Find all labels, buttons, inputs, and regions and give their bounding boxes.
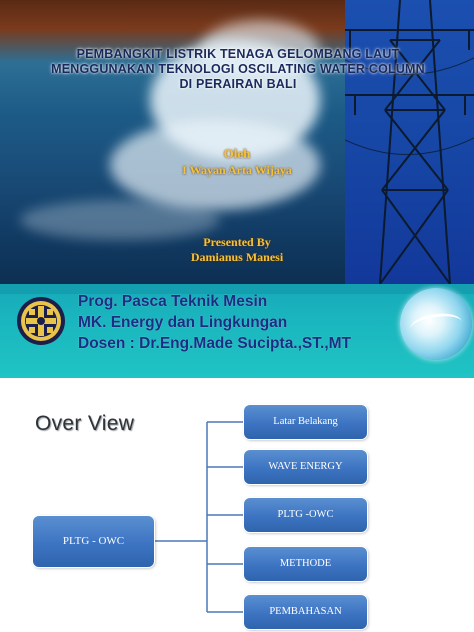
title-line: MENGGUNAKAN TEKNOLOGI OSCILATING WATER COLUMN bbox=[51, 62, 425, 76]
by-label: Oleh bbox=[223, 146, 251, 161]
course-label: MK. Energy dan Lingkungan bbox=[78, 314, 288, 331]
node-wave-energy[interactable]: WAVE ENERGY bbox=[244, 450, 367, 484]
presenter-name: Damianus Manesi bbox=[190, 250, 284, 264]
program-label: Prog. Pasca Teknik Mesin bbox=[78, 293, 268, 310]
author-name: I Wayan Arta Wijaya bbox=[182, 163, 292, 177]
root-node[interactable]: PLTG - OWC bbox=[33, 516, 154, 567]
lecturer-label: Dosen : Dr.Eng.Made Sucipta.,ST.,MT bbox=[78, 335, 352, 352]
node-pltg-owc[interactable]: PLTG -OWC bbox=[244, 498, 367, 532]
presented-by-label: Presented By bbox=[203, 235, 271, 249]
title-line: DI PERAIRAN BALI bbox=[179, 77, 297, 91]
node-pembahasan[interactable]: PEMBAHASAN bbox=[244, 595, 367, 629]
node-latar-belakang[interactable]: Latar Belakang bbox=[244, 405, 367, 439]
overview-title: Over View bbox=[35, 412, 135, 435]
title-line: PEMBANGKIT LISTRIK TENAGA GELOMBANG LAUT bbox=[76, 47, 400, 61]
node-methode[interactable]: METHODE bbox=[244, 547, 367, 581]
